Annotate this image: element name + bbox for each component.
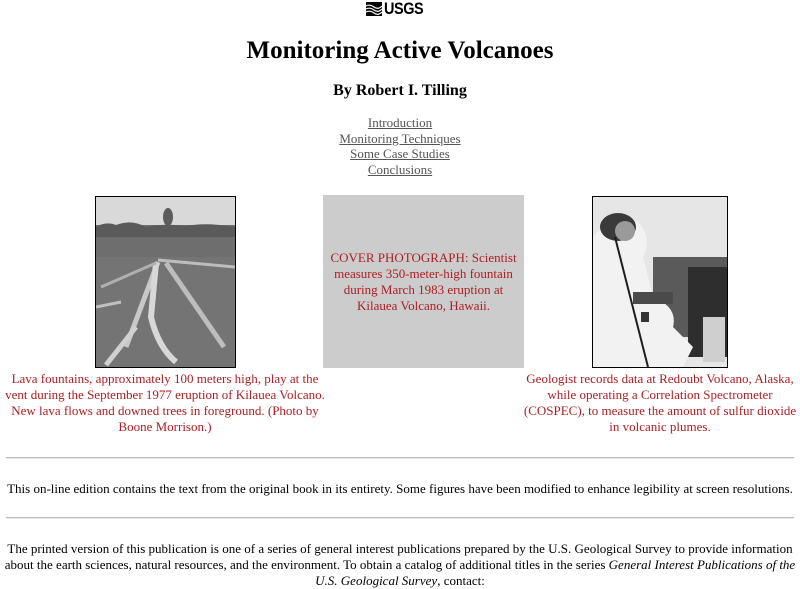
- divider: [6, 517, 794, 519]
- geologist-photo[interactable]: [592, 196, 728, 368]
- lava-fountain-photo[interactable]: [95, 196, 236, 368]
- series-title: General Interest Publications of the U.S. Geological Survey: [315, 557, 796, 588]
- geologist-caption: Geologist records data at Redoubt Volcano, Alaska, while operating a Correlation Spectrometer (COSPEC), to measure the amount of sulfur dioxide in volcanic plumes.: [523, 371, 797, 434]
- cover-photograph-placeholder: [323, 195, 524, 368]
- lava-fountain-image: [96, 197, 235, 367]
- usgs-logo: [366, 0, 432, 17]
- printed-version-paragraph: [4, 541, 796, 589]
- toc-link-conclusions[interactable]: Conclusions: [367, 161, 433, 177]
- toc-link-introduction[interactable]: Introduction: [367, 115, 433, 130]
- printed-text-part2: , contact:: [437, 573, 485, 588]
- toc-link-monitoring-techniques[interactable]: Monitoring Techniques: [339, 130, 461, 146]
- page-title: Monitoring Active Volcanoes: [246, 37, 554, 64]
- online-edition-note: This on-line edition contains the text from the original book in its entirety. Some figures have been modified to enhance legibility at screen resolutions.: [7, 481, 793, 496]
- toc-link-some-case-studies[interactable]: Some Case Studies: [350, 146, 450, 161]
- cover-caption: COVER PHOTOGRAPH: Scientist measures 350-meter-high fountain during March 1983 eruption at Kilauea Volcano, Hawaii.: [330, 249, 517, 313]
- table-of-contents: [0, 115, 800, 177]
- lava-fountain-caption: Lava fountains, approximately 100 meters high, play at the vent during the September 1977 eruption of Kilauea Volcano. New lava flows and downed trees in foreground. (Photo by Boone Morrison.): [5, 371, 325, 434]
- printed-text-part1: The printed version of this publication is one of a series of general interest publications prepared by the U.S. Geological Survey to provide information about the earth sciences, natural resources, and the environment. To obtain a catalog of additional titles in the series: [4, 541, 793, 572]
- divider: [6, 457, 794, 459]
- usgs-logo-text: USGS: [384, 0, 424, 18]
- author-byline: By Robert I. Tilling: [333, 82, 467, 99]
- usgs-wave-icon: [366, 2, 382, 16]
- geologist-image: [593, 197, 727, 367]
